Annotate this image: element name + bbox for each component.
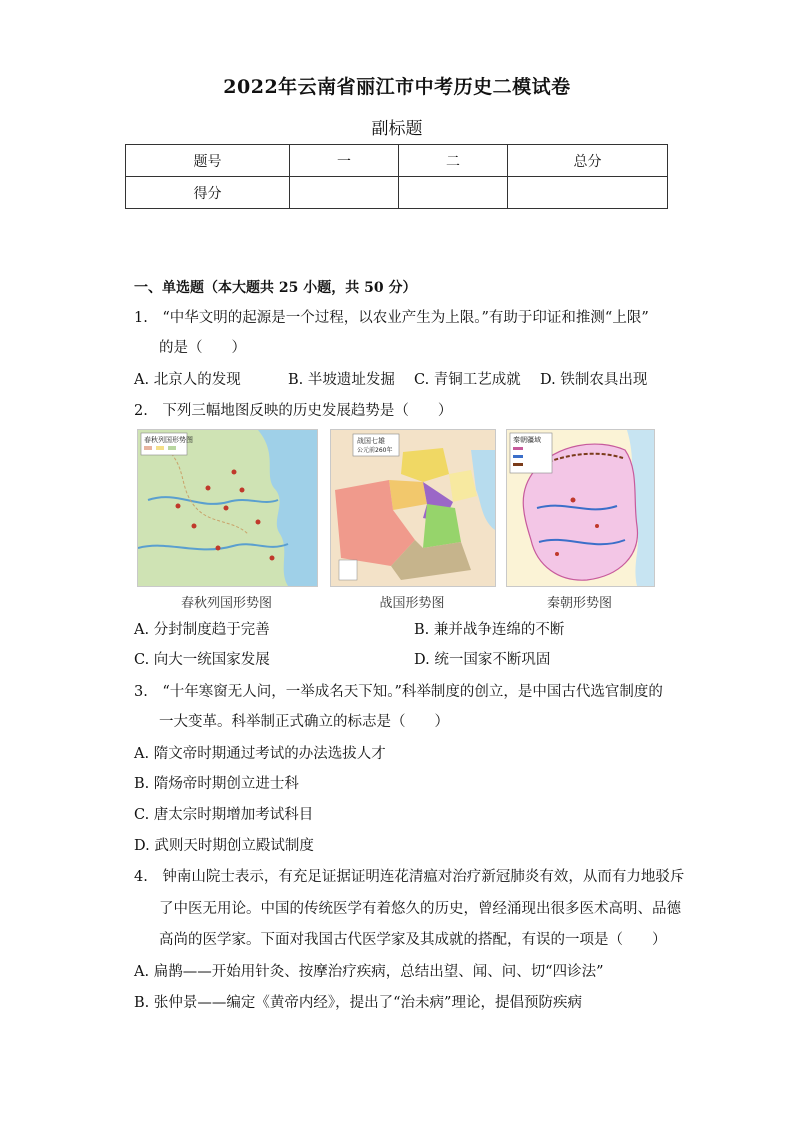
- question-1-stem-cont: 的是（ ）: [159, 340, 246, 356]
- page-subtitle: 副标题: [371, 119, 423, 139]
- page-title: 2022年云南省丽江市中考历史二模试卷: [223, 76, 571, 98]
- question-2-option-b[interactable]: B. 兼并战争连绵的不断: [414, 622, 565, 638]
- question-1-option-b[interactable]: B. 半坡遗址发掘: [288, 372, 395, 388]
- map2-legend-date: 公元前260年: [357, 447, 393, 454]
- map3-legend-text: 秦朝疆域: [513, 436, 541, 444]
- score-input-cell[interactable]: [290, 177, 399, 209]
- qin-dynasty-map: [506, 429, 655, 587]
- question-4-stem-cont2: 高尚的医学家。下面对我国古代医学家及其成就的搭配，有误的一项是（ ）: [159, 932, 667, 948]
- question-2-option-d[interactable]: D. 统一国家不断巩固: [414, 652, 551, 668]
- question-1-option-a[interactable]: A. 北京人的发现: [134, 372, 241, 388]
- table-cell: 一: [290, 145, 399, 177]
- question-2-option-c[interactable]: C. 向大一统国家发展: [134, 652, 270, 668]
- question-2-maps: [137, 429, 655, 609]
- section-heading: 一、单选题（本大题共 25 小题，共 50 分）: [134, 280, 417, 296]
- question-3-option-a[interactable]: A. 隋文帝时期通过考试的办法选拔人才: [134, 746, 386, 762]
- question-3-option-b[interactable]: B. 隋炀帝时期创立进士科: [134, 776, 299, 792]
- map1-caption: 春秋列国形势图: [180, 596, 272, 611]
- question-2-stem: 2. 下列三幅地图反映的历史发展趋势是（ ）: [134, 403, 453, 419]
- score-table: [125, 144, 668, 209]
- question-1-option-c[interactable]: C. 青铜工艺成就: [414, 372, 521, 388]
- question-3-stem: 3. “十年寒窗无人问，一举成名天下知。”科举制度的创立，是中国古代选官制度的: [134, 684, 663, 700]
- question-3-option-d[interactable]: D. 武则天时期创立殿试制度: [134, 838, 314, 854]
- map2-legend-text: 战国七雄: [357, 437, 385, 445]
- table-row: [126, 177, 668, 209]
- question-1-stem: 1. “中华文明的起源是一个过程，以农业产生为上限。”有助于印证和推测“上限”: [134, 310, 649, 326]
- question-1-option-d[interactable]: D. 铁制农具出现: [540, 372, 648, 388]
- question-4-stem: 4. 钟南山院士表示，有充足证据证明连花清瘟对治疗新冠肺炎有效，从而有力地驳斥: [134, 869, 685, 885]
- table-cell: 二: [399, 145, 508, 177]
- map3-caption: 秦朝形势图: [546, 596, 612, 611]
- question-4-stem-cont: 了中医无用论。中国的传统医学有着悠久的历史，曾经涌现出很多医术高明、品德: [159, 901, 681, 917]
- table-cell: 总分: [508, 145, 668, 177]
- score-input-cell[interactable]: [508, 177, 668, 209]
- question-3-stem-cont: 一大变革。科举制正式确立的标志是（ ）: [159, 714, 449, 730]
- map2-caption: 战国形势图: [379, 596, 445, 611]
- table-cell: 题号: [126, 145, 290, 177]
- question-4-option-b[interactable]: B. 张仲景——编定《黄帝内经》，提出了“治未病”理论，提倡预防疾病: [134, 995, 582, 1011]
- score-input-cell[interactable]: [399, 177, 508, 209]
- table-cell: 得分: [126, 177, 290, 209]
- spring-autumn-map: [137, 429, 318, 587]
- map1-legend-text: 春秋列国形势图: [144, 436, 193, 444]
- question-4-option-a[interactable]: A. 扁鹊——开始用针灸、按摩治疗疾病，总结出望、闻、问、切“四诊法”: [134, 964, 604, 980]
- question-3-option-c[interactable]: C. 唐太宗时期增加考试科目: [134, 807, 314, 823]
- question-2-option-a[interactable]: A. 分封制度趋于完善: [134, 622, 270, 638]
- warring-states-map: [330, 429, 496, 587]
- table-row: [126, 145, 668, 177]
